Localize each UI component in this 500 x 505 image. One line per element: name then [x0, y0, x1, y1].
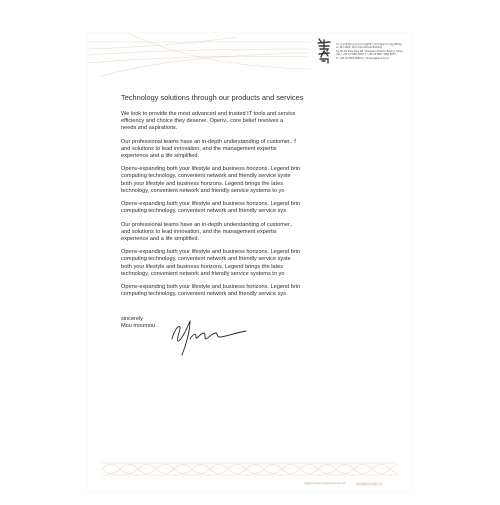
text-line: computing technology, convenient network and friendly service sys	[121, 291, 286, 298]
letter-heading: Technology solutions through our products and services	[121, 93, 304, 102]
text-line: technology, convenient network and friendly service systems to yo	[121, 270, 285, 277]
closing-word: sincerely	[121, 316, 144, 322]
text-line: Our professional teams have an in-depth understanding of customer..	[121, 221, 293, 228]
decorative-line-art	[88, 33, 310, 77]
text-line: both your lifestyle and business horizons. Legend brings the lates	[121, 263, 284, 270]
text-line: and solutions to lead innovation, and the management expertis	[121, 145, 277, 152]
contact-block	[336, 43, 410, 60]
letterhead-page	[88, 33, 412, 492]
text-line: experience and a life simplified.	[121, 235, 200, 242]
text-line: Our professional teams have an in-depth understanding of customer.. f	[121, 138, 296, 145]
text-line: computing technology, convenient network and friendly service syste	[121, 173, 291, 180]
paragraph	[121, 139, 315, 160]
text-line: Openv-expanding both your lifestyle and business horizons. Legend brin	[121, 166, 301, 173]
company-seal-logo	[316, 37, 332, 65]
text-line: computing technology, convenient network and friendly service sys	[121, 208, 286, 215]
text-line: efficiency and choice they deserve. Openv.. core belief revolves a	[121, 118, 284, 125]
contact-line: No.56 4th East Ring Rd. Chaoyang District, Beijing, China	[336, 49, 403, 53]
text-line: computing technology, convenient network and friendly service syste	[121, 256, 291, 263]
text-line: We look to provide the most advanced and trusted IT tools and service	[121, 111, 296, 117]
closing-block	[121, 316, 155, 331]
text-line: Openv-expanding both your lifestyle and business horizons. Legend brin	[121, 249, 301, 256]
paragraph	[121, 222, 315, 243]
contact-line: TEL / +86 10 5983 6878 T / +86 10 8527 3909 6871	[336, 53, 396, 57]
contact-line: A / 北京市朝阳区东四环中路56号远洋国际中心A座1803室	[336, 43, 403, 46]
text-line: and solutions to lead innovation, and the management expertis	[121, 228, 277, 235]
text-line: technology, convenient network and friendly service systems to yo	[121, 187, 285, 194]
contact-line: A / Rm.1803, Jinyi International Building	[336, 46, 382, 50]
contact-line: F / +86 10 8586 8098 E / mrwang@gmail.com	[336, 56, 390, 60]
footer-company-en: Legend Tourism Investment Co.,Ltd	[304, 482, 345, 485]
handwritten-signature	[168, 315, 250, 357]
text-line: Openv-expanding both your lifestyle and business horizons. Legend brin	[121, 201, 301, 208]
text-line: Openv-expanding both your lifestyle and business horizons. Legend brin	[121, 284, 301, 291]
signer-name: Mou moumou	[121, 323, 156, 330]
letter-body	[121, 111, 315, 305]
text-line: needs and aspirations.	[121, 125, 178, 132]
text-line: both your lifestyle and business horizons. Legend brings the lates	[121, 180, 284, 187]
footer-company-cn: 传奇旅游投资有限公司	[356, 483, 382, 486]
paragraph	[121, 166, 315, 194]
paragraph	[121, 111, 315, 132]
paragraph	[121, 201, 315, 215]
text-line: experience and a life simplified.	[121, 152, 200, 159]
paragraph	[121, 249, 315, 277]
decorative-pattern-band	[102, 459, 398, 479]
paragraph	[121, 284, 315, 298]
